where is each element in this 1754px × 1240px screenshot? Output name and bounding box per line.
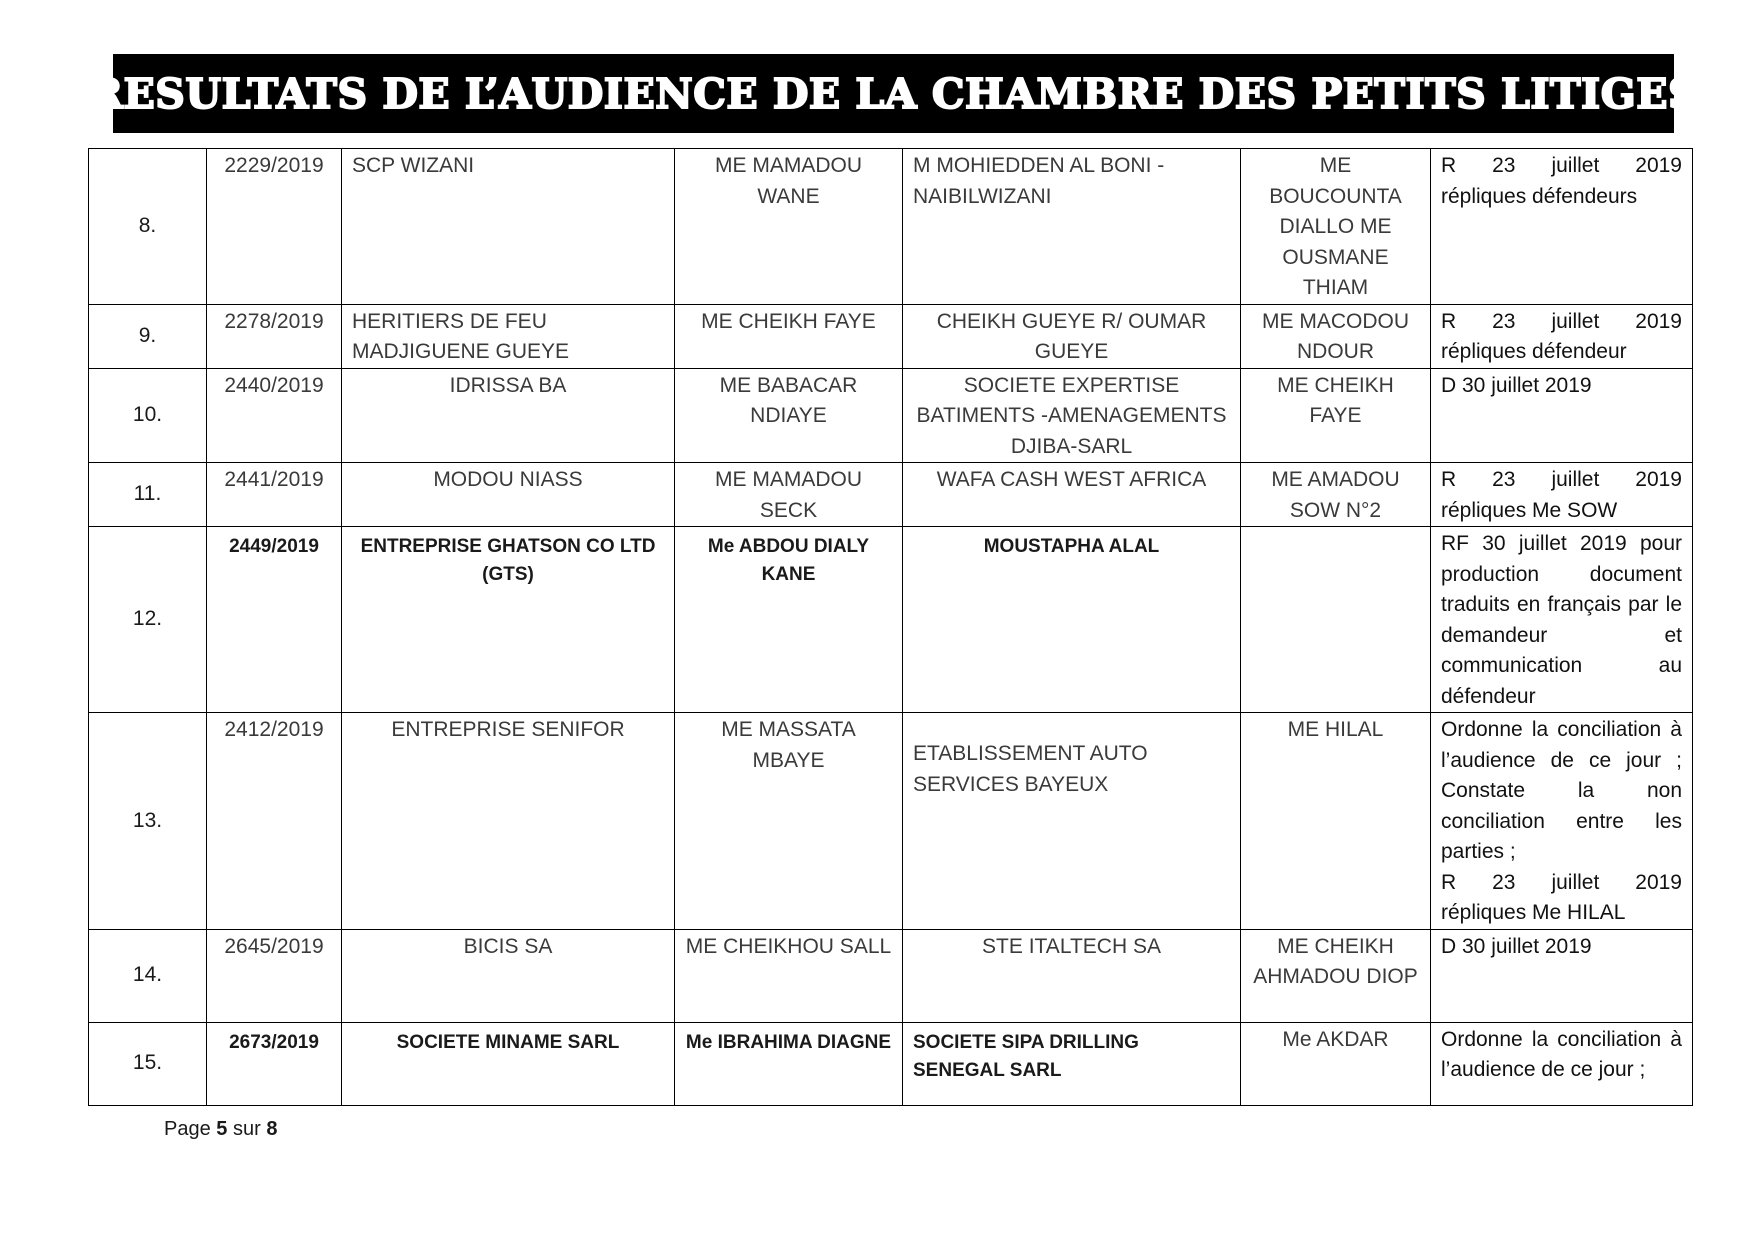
plaintiff: BICIS SA xyxy=(342,929,675,1022)
row-number: 15. xyxy=(89,1022,207,1105)
result-line: répliques défendeur xyxy=(1441,340,1627,363)
table-row xyxy=(89,713,1693,930)
result-line: répliques Me SOW xyxy=(1441,498,1618,522)
plaintiff-lawyer: ME CHEIKH FAYE xyxy=(675,304,903,368)
plaintiff-lawyer: Me ABDOU DIALY KANE xyxy=(675,527,903,713)
page-separator: sur xyxy=(232,1118,261,1140)
table-row xyxy=(89,929,1693,1022)
plaintiff-lawyer: ME BABACAR NDIAYE xyxy=(675,368,903,463)
defendant-lawyer: ME CHEIKH FAYE xyxy=(1241,368,1431,463)
defendant: MOUSTAPHA ALAL xyxy=(903,527,1241,713)
plaintiff-lawyer: ME MAMADOU SECK xyxy=(675,463,903,527)
defendant: WAFA CASH WEST AFRICA xyxy=(903,463,1241,527)
defendant-lawyer: ME HILAL xyxy=(1241,713,1431,930)
page-title: RESULTATS DE L’AUDIENCE DE LA CHAMBRE DES PETITS LITIGES xyxy=(88,69,1699,118)
row-number: 11. xyxy=(89,463,207,527)
row-number: 12. xyxy=(89,527,207,713)
plaintiff-lawyer: ME MAMADOU WANE xyxy=(675,149,903,305)
defendant-lawyer xyxy=(1241,527,1431,713)
hearing-result: Ordonne la conciliation à l’audience de ce jour ; xyxy=(1431,1022,1693,1105)
case-reference: 2412/2019 xyxy=(207,713,342,930)
page-current: 5 xyxy=(216,1118,228,1140)
plaintiff: MODOU NIASS xyxy=(342,463,675,527)
plaintiff: HERITIERS DE FEU MADJIGUENE GUEYE xyxy=(342,304,675,368)
plaintiff: IDRISSA BA xyxy=(342,368,675,463)
hearing-result xyxy=(1431,463,1693,527)
defendant: CHEIKH GUEYE R/ OUMAR GUEYE xyxy=(903,304,1241,368)
defendant: SOCIETE SIPA DRILLING SENEGAL SARL xyxy=(903,1022,1241,1105)
plaintiff: SCP WIZANI xyxy=(342,149,675,305)
table-row xyxy=(89,463,1693,527)
hearing-result: D 30 juillet 2019 xyxy=(1431,929,1693,1022)
result-line: R 23 juillet 2019 xyxy=(1441,309,1682,333)
defendant: M MOHIEDDEN AL BONI -NAIBILWIZANI xyxy=(903,149,1241,305)
page-label: Page xyxy=(164,1118,211,1140)
hearing-result xyxy=(1431,149,1693,305)
title-banner xyxy=(88,54,1699,133)
defendant-lawyer: Me AKDAR xyxy=(1241,1022,1431,1105)
result-line: R 23 juillet 2019 xyxy=(1441,870,1682,894)
table-row xyxy=(89,1022,1693,1105)
row-number: 9. xyxy=(89,304,207,368)
result-line: répliques Me HILAL xyxy=(1441,901,1626,924)
plaintiff: ENTREPRISE GHATSON CO LTD (GTS) xyxy=(342,527,675,713)
case-reference: 2645/2019 xyxy=(207,929,342,1022)
result-line: répliques défendeurs xyxy=(1441,184,1638,208)
hearing-result: D 30 juillet 2019 xyxy=(1431,368,1693,463)
page-footer xyxy=(164,1118,277,1141)
table-row xyxy=(89,149,1693,305)
hearing-result: RF 30 juillet 2019 pour production document traduits en français par le demandeur et communication au défendeur xyxy=(1431,527,1693,713)
plaintiff-lawyer: ME CHEIKHOU SALL xyxy=(675,929,903,1022)
defendant xyxy=(903,713,1241,930)
case-reference: 2229/2019 xyxy=(207,149,342,305)
results-table xyxy=(88,148,1693,1106)
table-row xyxy=(89,527,1693,713)
plaintiff-lawyer: Me IBRAHIMA DIAGNE xyxy=(675,1022,903,1105)
hearing-result xyxy=(1431,713,1693,930)
defendant-lawyer: ME BOUCOUNTA DIALLO ME OUSMANE THIAM xyxy=(1241,149,1431,305)
result-line: R 23 juillet 2019 xyxy=(1441,468,1682,491)
plaintiff-lawyer: ME MASSATA MBAYE xyxy=(675,713,903,930)
defendant: STE ITALTECH SA xyxy=(903,929,1241,1022)
row-number: 10. xyxy=(89,368,207,463)
case-reference: 2673/2019 xyxy=(207,1022,342,1105)
row-number: 14. xyxy=(89,929,207,1022)
row-number: 8. xyxy=(89,149,207,305)
result-text: Ordonne la conciliation à l’audience de ce jour ; Constate la non conciliation entre les parties ; xyxy=(1441,718,1682,863)
case-reference: 2278/2019 xyxy=(207,304,342,368)
result-line: R 23 juillet 2019 xyxy=(1441,154,1682,177)
defendant-lawyer: ME AMADOU SOW N°2 xyxy=(1241,463,1431,527)
plaintiff: ENTREPRISE SENIFOR xyxy=(342,713,675,930)
case-reference: 2440/2019 xyxy=(207,368,342,463)
hearing-result xyxy=(1431,304,1693,368)
row-number: 13. xyxy=(89,713,207,930)
table-row xyxy=(89,304,1693,368)
defendant: SOCIETE EXPERTISE BATIMENTS -AMENAGEMENTS DJIBA-SARL xyxy=(903,368,1241,463)
table-row xyxy=(89,368,1693,463)
case-reference: 2441/2019 xyxy=(207,463,342,527)
case-reference: 2449/2019 xyxy=(207,527,342,713)
defendant-name: ETABLISSEMENT AUTO SERVICES BAYEUX xyxy=(913,742,1148,796)
defendant-lawyer: ME CHEIKH AHMADOU DIOP xyxy=(1241,929,1431,1022)
page-total: 8 xyxy=(266,1118,278,1140)
defendant-lawyer: ME MACODOU NDOUR xyxy=(1241,304,1431,368)
plaintiff: SOCIETE MINAME SARL xyxy=(342,1022,675,1105)
